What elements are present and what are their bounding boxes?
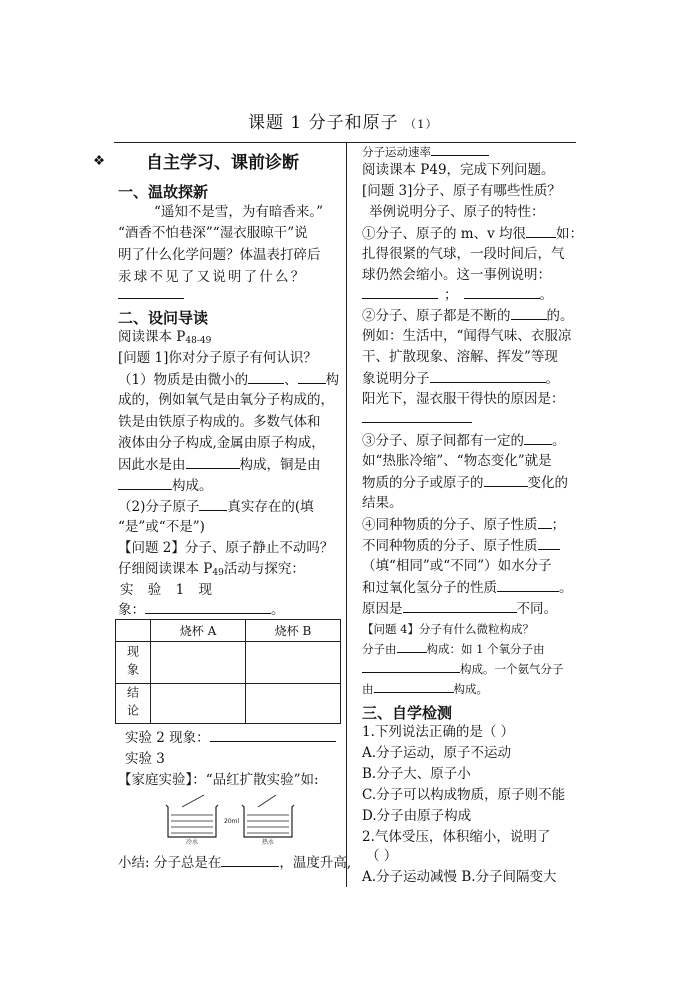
answer-blank[interactable] xyxy=(362,661,460,673)
q1-water: 因此水是由 构成，铜是由 xyxy=(118,457,321,473)
check-option[interactable]: A.分子运动，原子不运动 xyxy=(362,745,512,761)
property-4-g: 原因是 不同。 xyxy=(362,601,557,617)
heading-guide: 二、设问导读 xyxy=(118,309,209,327)
q1-answer-1: （1）物质是由微小的 、 构 xyxy=(118,372,340,388)
check-question-2-paren: （ ） xyxy=(366,848,398,864)
beaker-volume: 20ml xyxy=(224,818,240,825)
page-title xyxy=(248,108,438,133)
property-4-c: 不同种物质的分子、原子性质 xyxy=(362,536,560,556)
title-text: 课题 1 分子和原子 xyxy=(248,113,399,133)
heading-check: 三、自学检测 xyxy=(362,704,453,722)
q1-text: 铁是由铁原子构成的。多数气体和 xyxy=(118,414,321,430)
row-label: 现象 xyxy=(116,642,151,684)
read-pages: 阅读课本 P48-49 xyxy=(118,329,212,346)
summary-line: 小结: 分子总是在 ，温度升高, xyxy=(118,855,352,871)
property-2-c: 象说明分子 。 xyxy=(362,371,559,387)
q1-answer-2-hint: “是”或“不是”) xyxy=(118,519,205,535)
question-3: [问题 3]分子、原子有哪些性质？ xyxy=(362,183,561,199)
section-bullet-icon: ❖ xyxy=(93,153,106,169)
answer-blank[interactable] xyxy=(484,473,528,487)
property-2: ②分子、原子都是不断的 的。 xyxy=(362,308,574,324)
answer-blank[interactable] xyxy=(403,599,517,613)
question-2: 【问题 2】分子、原子静止不动吗？ xyxy=(118,540,334,556)
answer-blank[interactable] xyxy=(538,515,552,529)
property-4-d: （填“相同”或“不同”）如水分子 xyxy=(362,558,552,574)
check-option[interactable]: D.分子由原子构成 xyxy=(362,808,472,824)
beaker-label: 冷水 xyxy=(186,839,199,845)
property-4: ④同种物质的分子、原子性质 ； xyxy=(362,517,565,533)
exp3-label: 实验 3 xyxy=(125,751,165,767)
review-answer-blank[interactable] xyxy=(118,285,184,305)
property-2-e: 阳光下，湿衣服干得快的原因是： xyxy=(362,391,565,407)
property-2-blank xyxy=(362,409,472,429)
property-2-text: 例如：生活中，“闻得气味、衣服凉 xyxy=(362,328,572,344)
property-2-text: 干、扩散现象、溶解、挥发”等现 xyxy=(362,349,558,365)
property-1-blanks: ； 。 xyxy=(362,285,553,305)
review-line: 汞球不见了又说明了什么？ xyxy=(118,269,307,285)
table-cell[interactable] xyxy=(151,684,246,724)
column-divider xyxy=(346,142,347,887)
q1-text: 成的，例如氧气是由氧分子构成的， xyxy=(118,392,334,408)
answer-blank[interactable] xyxy=(497,578,559,592)
exp1-line: 象： 。 xyxy=(118,602,285,618)
exp1-label: 实 验 1 现 xyxy=(120,582,212,598)
check-option[interactable]: C.分子可以构成物质，原子则不能 xyxy=(362,787,566,803)
q4-c: 构成。一个氨气分子 xyxy=(362,661,564,677)
speed-line: 分子运动速率 xyxy=(362,142,489,160)
q4-d: 由 构成。 xyxy=(362,682,488,696)
table-header-cell xyxy=(116,620,151,642)
answer-blank[interactable] xyxy=(464,285,540,299)
property-1-text: 球仍然会缩小。这一事例说明： xyxy=(362,267,551,283)
beaker-label: 热水 xyxy=(262,839,275,845)
q3-sub: 举例说明分子、原子的特性： xyxy=(369,204,545,220)
header-rule xyxy=(114,142,576,143)
heading-review: 一、温故探新 xyxy=(118,183,209,201)
answer-blank[interactable] xyxy=(397,641,427,653)
table-cell[interactable] xyxy=(151,642,246,684)
answer-blank[interactable] xyxy=(362,285,438,299)
q1-answer-2: （2)分子原子 真实存在的(填 xyxy=(118,499,314,515)
property-1-text: 扎得很紧的气球，一段时间后，气 xyxy=(362,246,565,262)
question-1: [问题 1]你对分子原子有何认识？ xyxy=(118,350,317,366)
exp2-line: 实验 2 现象： xyxy=(125,728,336,748)
check-question-2: 2.气体受压，体积缩小，说明了 xyxy=(362,829,551,845)
property-4-e: 和过氧化氢分子的性质 。 xyxy=(362,580,573,596)
answer-blank[interactable] xyxy=(145,600,271,614)
read-p49: 阅读课本 P49，完成下列问题。 xyxy=(362,162,555,178)
experiment-table xyxy=(115,619,341,724)
question-4: 【问题 4】分子有什么微粒构成？ xyxy=(362,622,534,636)
property-3-c: 物质的分子或原子的 变化的 xyxy=(362,475,568,491)
answer-blank[interactable] xyxy=(431,142,489,156)
answer-blank[interactable] xyxy=(199,497,227,511)
answer-blank[interactable] xyxy=(538,536,560,550)
q1-text: 液体由分子构成,金属由原子构成， xyxy=(118,435,325,451)
answer-blank[interactable] xyxy=(430,369,546,383)
review-line: 明了什么化学问题？体温表打碎后 xyxy=(118,247,321,263)
answer-blank[interactable] xyxy=(118,476,172,490)
answer-blank[interactable] xyxy=(374,681,454,693)
answer-blank[interactable] xyxy=(186,455,240,469)
property-3-text: 如“热胀冷缩”、“物态变化”就是 xyxy=(362,453,552,469)
table-header-cell: 烧杯 B xyxy=(246,620,341,642)
answer-blank[interactable] xyxy=(362,409,472,423)
table-cell[interactable] xyxy=(246,684,341,724)
review-line: “遥知不是雪，为有暗香来。” xyxy=(154,204,324,220)
answer-blank[interactable] xyxy=(248,370,284,384)
answer-blank[interactable] xyxy=(524,431,552,445)
answer-blank[interactable] xyxy=(221,853,279,867)
answer-blank[interactable] xyxy=(210,728,336,742)
property-3: ③分子、原子间都有一定的 。 xyxy=(362,433,566,449)
check-option[interactable]: B.分子大、原子小 xyxy=(362,766,471,782)
review-line: “酒香不怕巷深”“湿衣服晾干”说 xyxy=(118,225,308,241)
answer-blank[interactable] xyxy=(298,370,326,384)
answer-blank[interactable] xyxy=(526,224,556,238)
title-sub: （1） xyxy=(404,117,438,131)
table-header-cell: 烧杯 A xyxy=(151,620,246,642)
q2-read: 仔细阅读课本 P49活动与探究： xyxy=(118,561,305,578)
home-experiment: 【家庭实验】：“品红扩散实验”如: xyxy=(118,772,319,788)
property-3-e: 结果。 xyxy=(362,495,403,511)
table-cell[interactable] xyxy=(246,642,341,684)
row-label: 结论 xyxy=(116,684,151,724)
section-heading: 自主学习、课前诊断 xyxy=(146,153,299,173)
check-option[interactable]: A.分子运动减慢 B.分子间隔变大 xyxy=(362,869,557,885)
q4-a: 分子由 构成：如 1 个氧分子由 xyxy=(362,642,545,656)
q1-made: 构成。 xyxy=(118,476,213,496)
answer-blank[interactable] xyxy=(511,306,547,320)
property-1: ①分子、原子的 m、v 均很 如： xyxy=(362,226,584,242)
check-question-1: 1.下列说法正确的是（ ） xyxy=(362,724,515,740)
beaker-diagram xyxy=(160,793,310,845)
